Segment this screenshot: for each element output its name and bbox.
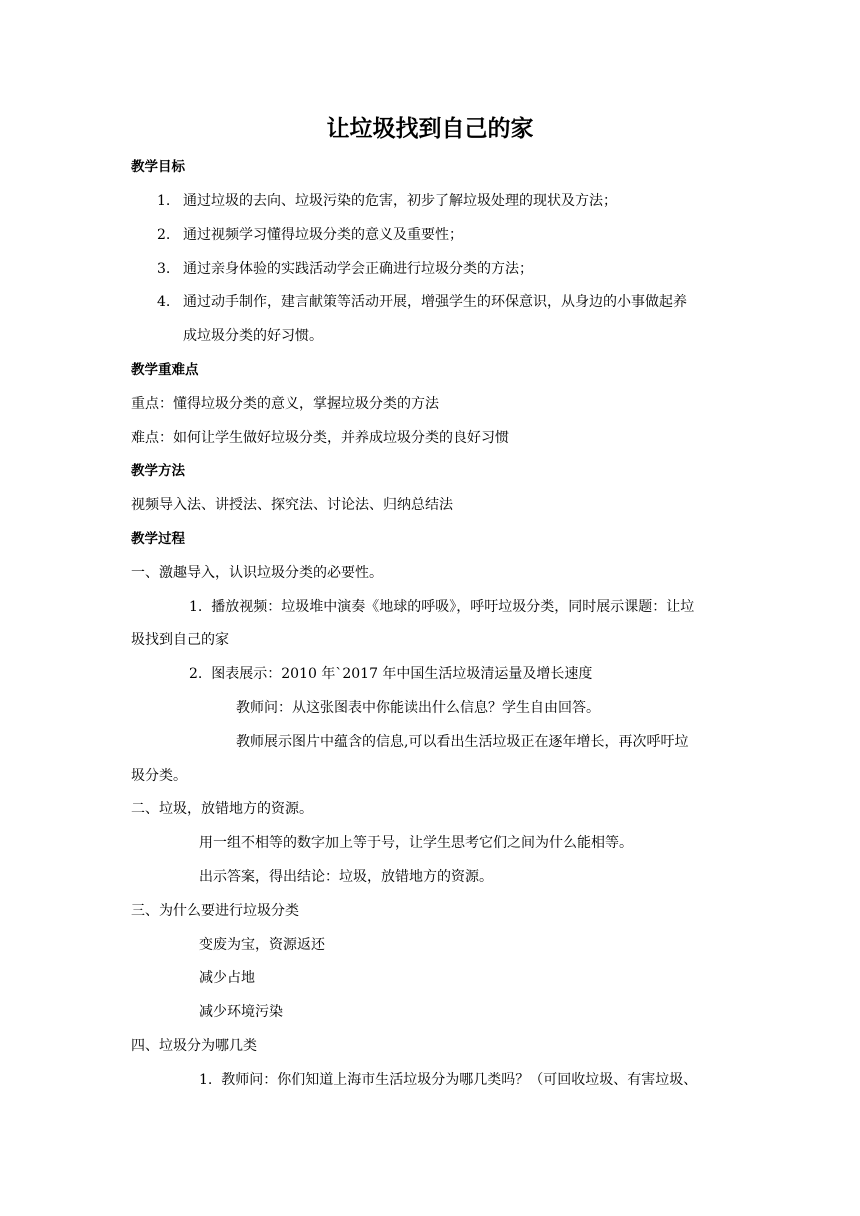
process-step [189,597,694,617]
teacher-explanation-continuation: 圾分类。 [131,768,187,784]
process-part-title: 一、激趣导入，认识垃圾分类的必要性。 [131,565,383,581]
step-number: 1. [189,599,203,615]
objective-item [157,191,617,211]
step-text-continuation: 圾找到自己的家 [131,632,229,648]
objective-item [157,292,687,312]
step-number: 1. [199,1072,213,1088]
objectives-heading: 教学目标 [131,159,185,175]
process-part-title: 三、为什么要进行垃圾分类 [131,903,299,919]
objective-number: 2. [157,227,171,243]
methods-text: 视频导入法、讲授法、探究法、讨论法、归纳总结法 [131,497,453,513]
objective-text: 通过视频学习懂得垃圾分类的意义及重要性； [183,227,463,243]
methods-heading: 教学方法 [131,463,185,479]
difficult-point: 难点：如何让学生做好垃圾分类，并养成垃圾分类的良好习惯 [131,430,509,446]
key-point: 重点：懂得垃圾分类的意义，掌握垃圾分类的方法 [131,396,439,412]
reason-item: 变废为宝，资源返还 [199,937,325,953]
document-title: 让垃圾找到自己的家 [326,116,534,142]
objective-text: 通过亲身体验的实践活动学会正确进行垃圾分类的方法； [183,261,533,277]
teacher-question: 教师问：从这张图表中你能读出什么信息？学生自由回答。 [236,700,600,716]
objective-item [157,259,533,279]
process-part-title: 四、垃圾分为哪几类 [131,1038,257,1054]
objective-text-continuation: 成垃圾分类的好习惯。 [183,328,323,344]
reason-item: 减少环境污染 [199,1004,283,1020]
process-step [189,664,592,684]
objective-number: 1. [157,193,171,209]
objective-text: 通过垃圾的去向、垃圾污染的危害，初步了解垃圾处理的现状及方法； [183,193,617,209]
process-part-title: 二、垃圾，放错地方的资源。 [131,801,313,817]
step-text: 教师问：你们知道上海市生活垃圾分为哪几类吗？（可回收垃圾、有害垃圾、 [221,1072,698,1088]
step-text: 图表展示：2010 年`2017 年中国生活垃圾清运量及增长速度 [211,666,593,682]
objective-number: 4. [157,294,171,310]
objective-item [157,225,463,245]
process-detail: 用一组不相等的数字加上等于号，让学生思考它们之间为什么能相等。 [199,835,633,851]
key-points-heading: 教学重难点 [131,362,199,378]
process-step [199,1070,697,1090]
process-heading: 教学过程 [131,531,185,547]
reason-item: 减少占地 [199,970,255,986]
teacher-explanation: 教师展示图片中蕴含的信息,可以看出生活垃圾正在逐年增长，再次呼吁垃 [236,734,689,750]
step-number: 2. [189,666,203,682]
objective-text: 通过动手制作，建言献策等活动开展，增强学生的环保意识，从身边的小事做起养 [183,294,687,310]
process-detail: 出示答案，得出结论：垃圾，放错地方的资源。 [199,869,493,885]
objective-number: 3. [157,261,171,277]
step-text: 播放视频：垃圾堆中演奏《地球的呼吸》，呼吁垃圾分类，同时展示课题：让垃 [211,599,695,615]
